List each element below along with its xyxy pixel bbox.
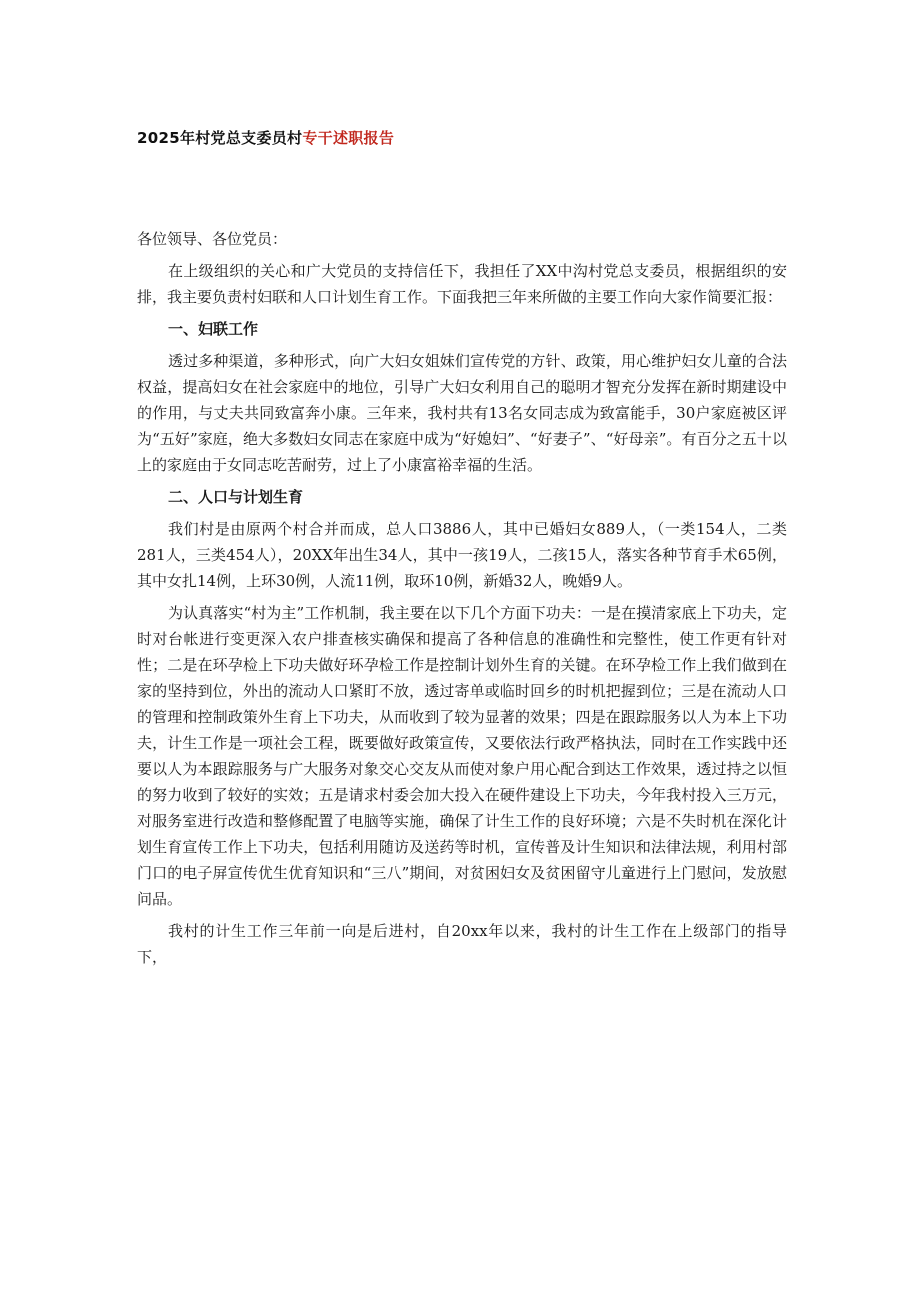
document-body <box>137 226 787 976</box>
title-black-part: 2025年村党总支委员村 <box>137 129 303 147</box>
section-heading-womens-federation: 一、妇联工作 <box>168 320 259 338</box>
population-stats-paragraph: 我们村是由原两个村合并而成，总人口3886人，其中已婚妇女889人，（一类154人，二类281人，三类454人），20XX年出生34人，其中一孩19人，二孩15人，落实各种节育手术65例，其中女扎14例，上环30例，人流11例，取环10例，新婚32人，晚婚9人。 <box>137 520 787 590</box>
document-title <box>137 128 394 148</box>
progress-paragraph: 我村的计生工作三年前一向是后进村，自20xx年以来，我村的计生工作在上级部门的指导下， <box>137 922 787 966</box>
title-red-part: 专干述职报告 <box>302 129 395 147</box>
intro-paragraph: 在上级组织的关心和广大党员的支持信任下，我担任了XX中沟村党总支委员，根据组织的安排，我主要负责村妇联和人口计划生育工作。下面我把三年来所做的主要工作向大家作简要汇报： <box>137 262 787 306</box>
womens-federation-paragraph: 透过多种渠道，多种形式，向广大妇女姐妹们宣传党的方针、政策，用心维护妇女儿童的合法权益，提高妇女在社会家庭中的地位，引导广大妇女利用自己的聪明才智充分发挥在新时期建设中的作用，与丈夫共同致富奔小康。三年来，我村共有13名女同志成为致富能手，30户家庭被区评为“五好”家庭，绝大多数妇女同志在家庭中成为“好媳妇”、“好妻子”、“好母亲”。有百分之五十以上的家庭由于女同志吃苦耐劳，过上了小康富裕幸福的生活。 <box>137 352 787 474</box>
work-mechanism-paragraph: 为认真落实“村为主”工作机制，我主要在以下几个方面下功夫：一是在摸清家底上下功夫，定时对台帐进行变更深入农户排查核实确保和提高了各种信息的准确性和完整性，使工作更有针对性；二是在环孕检上下功夫做好环孕检工作是控制计划外生育的关键。在环孕检工作上我们做到在家的坚持到位，外出的流动人口紧盯不放，透过寄单或临时回乡的时机把握到位；三是在流动人口的管理和控制政策外生育上下功夫，从而收到了较为显著的效果；四是在跟踪服务以人为本上下功夫，计生工作是一项社会工程，既要做好政策宣传，又要依法行政严格执法，同时在工作实践中还要以人为本跟踪服务与广大服务对象交心交友从而使对象户用心配合到达工作效果，透过持之以恒的努力收到了较好的实效；五是请求村委会加大投入在硬件建设上下功夫，今年我村投入三万元，对服务室进行改造和整修配置了电脑等实施，确保了计生工作的良好环境；六是不失时机在深化计划生育宣传工作上下功夫，包括利用随访及送药等时机，宣传普及计生知识和法律法规，利用村部门口的电子屏宣传优生优育知识和“三八”期间，对贫困妇女及贫困留守儿童进行上门慰问，发放慰问品。 <box>137 604 787 908</box>
section-heading-population-planning: 二、人口与计划生育 <box>168 488 304 506</box>
salutation: 各位领导、各位党员： <box>137 230 288 248</box>
